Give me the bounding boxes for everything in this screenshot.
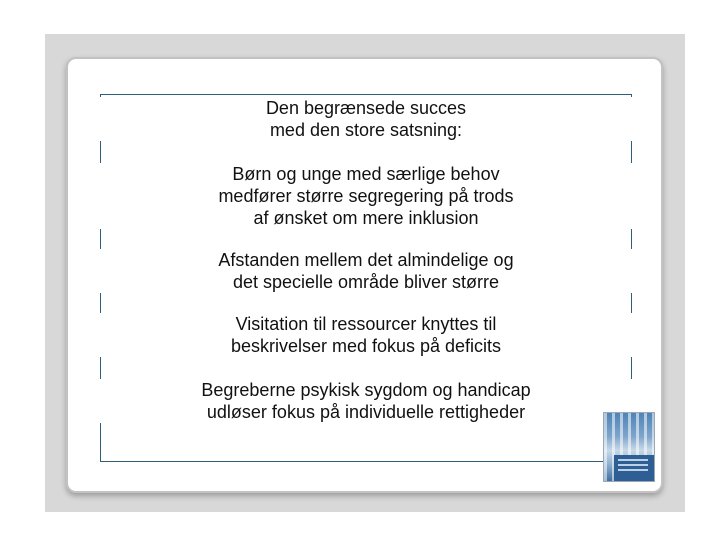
paragraph-line: Børn og unge med særlige behov <box>232 164 500 184</box>
paragraph-line: Visitation til ressourcer knyttes til <box>235 314 497 334</box>
paragraph-visitation <box>100 313 632 357</box>
paragraph-line: Begreberne psykisk sygdom og handicap <box>201 380 531 400</box>
paragraph-line: af ønsket om mere inklusion <box>253 208 479 228</box>
paragraph-line: beskrivelser med fokus på deficits <box>230 336 502 356</box>
thumbnail-text-line <box>618 469 648 471</box>
slide-title <box>100 97 632 141</box>
paragraph-line: medfører større segregering på trods <box>218 186 514 206</box>
paragraph-distance <box>100 249 632 293</box>
slide-text-block <box>100 97 632 423</box>
book-cover-thumbnail-icon <box>603 412 655 482</box>
paragraph-line: det specielle område bliver større <box>232 272 500 292</box>
thumbnail-text-line <box>618 459 648 461</box>
paragraph-inclusion <box>100 163 632 229</box>
title-line: Den begrænsede succes <box>265 98 467 118</box>
title-line: med den store satsning: <box>269 120 463 140</box>
thumbnail-text-line <box>618 464 648 466</box>
paragraph-line: udløser fokus på individuelle rettigheder <box>206 402 526 422</box>
paragraph-concepts <box>100 379 632 423</box>
paragraph-line: Afstanden mellem det almindelige og <box>218 250 514 270</box>
